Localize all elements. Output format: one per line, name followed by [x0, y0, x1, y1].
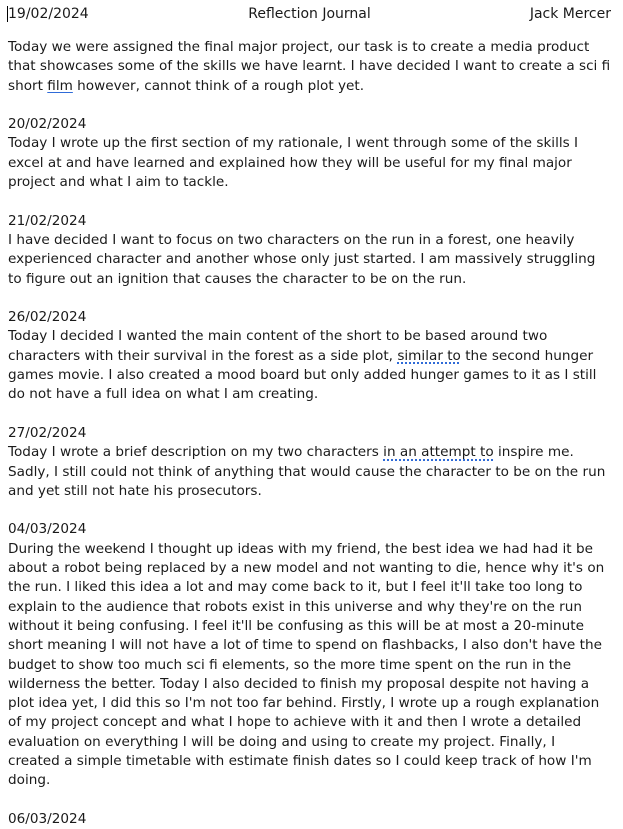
entry-date: 20/02/2024 [8, 116, 87, 133]
proofing-underline[interactable]: similar to [397, 347, 461, 364]
proofing-underline[interactable]: in an attempt to [383, 444, 494, 461]
journal-entry [8, 810, 611, 829]
entry-text[interactable]: Today I decided I wanted the main content of the short to be based around two characters with their survival in the forest as a side plot, similar to the second hunger games movie. I also created a mood board but only added hunger games to it as I still do not have a full idea on what I am creating. [8, 328, 597, 403]
journal-entry [8, 424, 611, 501]
journal-entry [8, 520, 611, 790]
entry-date: 21/02/2024 [8, 212, 87, 229]
page-header [8, 5, 611, 25]
journal-entry [8, 308, 611, 404]
document-title: Reflection Journal [248, 6, 371, 22]
entry-text[interactable]: During the weekend I thought up ideas with my friend, the best idea we had had it be about a robot being replaced by a new model and not wanting to die, hence why it's on the run. I liked this idea a lot and may come back to it, but I feel it'll take too long to explain to the audience that robots exist in this universe and why they're on the run without it being confusing. I feel it'll be confusing as this will be at most a 20-minute short meaning I will not have a lot of time to spend on flashbacks, I also don't have the budget to show too much sci fi elements, so the more time spent on the run in the wilderness the better. Today I also decided to finish my proposal despite not having a plot idea yet, I did this so I'm not too far behind. Firstly, I wrote up a rough explanation of my project concept and what I hope to achieve with it and then I wrote a detailed evaluation on everything I will be doing and using to create my project. Finally, I created a simple timetable with estimate finish dates so I could keep track of how I'm doing. [8, 540, 605, 789]
proofing-underline[interactable]: film [47, 77, 73, 94]
entry-text[interactable]: Today I wrote a brief description on my two characters in an attempt to inspire me. Sadly, I still could not think of anything that would cause the character to be on the run and yet still not hate his prosecutors. [8, 444, 606, 499]
journal-entries [8, 38, 611, 829]
entry-text[interactable]: Today we were assigned the final major project, our task is to create a media product that showcases some of the skills we have learnt. I have decided I want to create a sci fi short film however, cannot think of a rough plot yet. [8, 39, 611, 94]
entry-date: 04/03/2024 [8, 521, 87, 538]
entry-date: 06/03/2024 [8, 810, 87, 827]
entry-date: 26/02/2024 [8, 309, 87, 326]
header-author: Jack Mercer [529, 6, 611, 22]
entry-text[interactable]: Today I wrote up the first section of my rationale, I went through some of the skills I excel at and have learned and explained how they will be useful for my final major project and what I aim to tackle. [8, 135, 579, 191]
journal-entry [8, 212, 611, 289]
header-date: 19/02/2024 [8, 6, 89, 22]
entry-text[interactable]: I have decided I want to focus on two characters on the run in a forest, one heavily experienced character and another whose only just started. I am massively struggling to figure out an ignition that causes the character to be on the run. [8, 231, 596, 287]
entry-date: 27/02/2024 [8, 424, 87, 441]
journal-entry [8, 115, 611, 192]
journal-entry [8, 38, 611, 96]
